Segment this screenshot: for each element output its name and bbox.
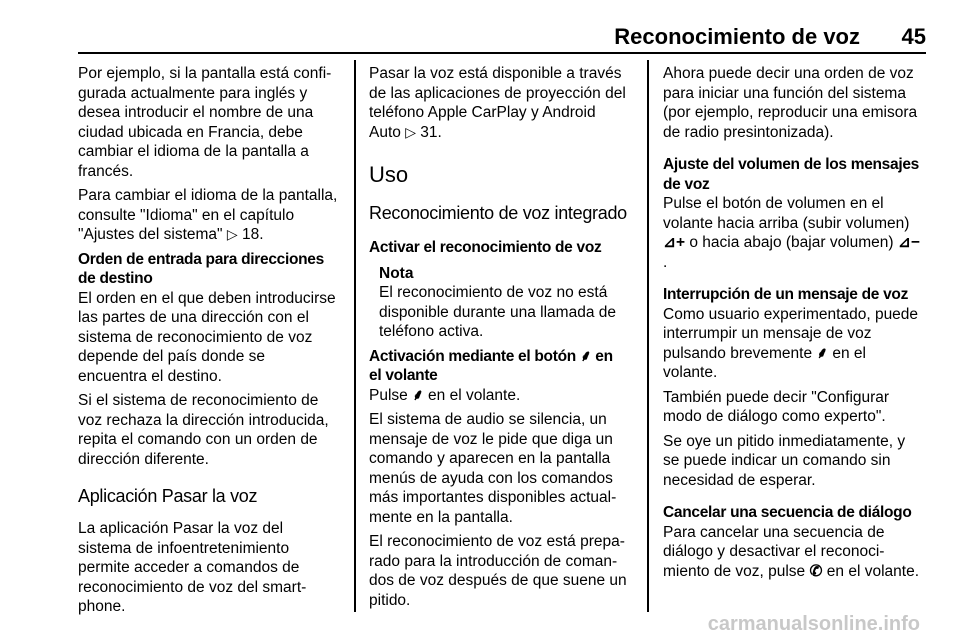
paragraph: La aplicación Pasar la voz del sistema de infoentretenimiento permite acceder a comandos de reconocimiento de voz del smart-phone.: [78, 520, 307, 615]
column-1: [78, 64, 338, 622]
paragraph: También puede decir "Configurar modo de diálogo como experto".: [663, 388, 890, 425]
paragraph: Por ejemplo, si la pantalla está confi-gurada actualmente para inglés y desea introducir el nombre de una ciudad ubicada en Francia, debe cambiar el idioma de la pantalla a francés.: [78, 65, 332, 180]
phone-icon: ✆: [809, 562, 823, 580]
note-box: [379, 264, 629, 342]
voice-control-icon: ⸙: [579, 347, 592, 365]
subheading: Activar el reconocimiento de voz: [369, 239, 602, 256]
paragraph: Si el sistema de reconocimiento de voz rechaza la dirección introducida, repita el comando con un orden de dirección diferente.: [78, 392, 329, 468]
section-heading: Aplicación Pasar la voz: [78, 486, 258, 506]
paragraph: Para cambiar el idioma de la pantalla, consulte "Idioma" en el capítulo "Ajustes del sistema" ▷ 18.: [78, 187, 338, 243]
page-title: Reconocimiento de voz: [614, 24, 860, 49]
watermark: carmanualsonline.info: [707, 613, 920, 635]
subheading: Cancelar una secuencia de diálogo: [663, 504, 912, 521]
volume-up-icon: ⊿+: [663, 234, 686, 251]
page-header: [78, 24, 926, 52]
voice-control-icon: ⸙: [412, 386, 424, 404]
page-number: 45: [901, 24, 926, 49]
column-2: [369, 64, 629, 615]
voice-control-icon: ⸙: [816, 344, 829, 362]
note-title: Nota: [379, 264, 414, 282]
volume-down-icon: ⊿−: [897, 234, 920, 251]
page-reference[interactable]: 31.: [420, 123, 442, 141]
column-divider: [354, 60, 356, 612]
column-3: [663, 64, 923, 586]
paragraph: Se oye un pitido inmediatamente, y se puede indicar un comando sin necesidad de esperar.: [663, 432, 906, 489]
subheading: Interrupción de un mensaje de voz: [663, 286, 909, 303]
paragraph: El orden en el que deben introducirse las partes de una dirección con el sistema de reconocimiento de voz depende del país donde se encuentra el destino.: [78, 289, 336, 385]
subheading: Activación mediante el botón ⸙ en el volante: [369, 347, 613, 384]
reference-arrow-icon: ▷: [226, 226, 238, 242]
note-text: El reconocimiento de voz no está disponible durante una llamada de teléfono activa.: [379, 284, 616, 340]
paragraph: Pasar la voz está disponible a través de las aplicaciones de proyección del teléfono Apple CarPlay y Android Auto ▷ 31.: [369, 65, 626, 141]
paragraph: Como usuario experimentado, puede interrumpir un mensaje de voz pulsando brevemente ⸙ en el volante.: [663, 305, 919, 381]
page-reference[interactable]: 18.: [241, 226, 264, 243]
header-rule: [78, 52, 926, 54]
chapter-heading: Uso: [369, 162, 409, 187]
paragraph: El reconocimiento de voz está prepa-rado para la introducción de coman-dos de voz después de que suene un pitido.: [369, 533, 627, 609]
section-heading: Reconocimiento de voz integrado: [369, 203, 627, 223]
column-divider: [647, 60, 649, 612]
paragraph: Pulse el botón de volumen en el volante hacia arriba (subir volumen) ⊿+ o hacia abajo (bajar volumen) ⊿−.: [663, 195, 920, 271]
paragraph: Pulse ⸙ en el volante.: [369, 386, 521, 404]
subheading: Orden de entrada para direcciones de destino: [78, 250, 324, 287]
paragraph: El sistema de audio se silencia, un mensaje de voz le pide que diga un comando y aparecen en la pantalla menús de ayuda con los comandos más importantes disponibles actual-mente en la pantalla.: [369, 411, 617, 526]
paragraph: Ahora puede decir una orden de voz para iniciar una función del sistema (por ejemplo, reproducir una emisora de radio presintonizada).: [663, 65, 918, 141]
paragraph: Para cancelar una secuencia de diálogo y desactivar el reconoci-miento de voz, pulse ✆ en el volante.: [663, 523, 920, 580]
subheading: Ajuste del volumen de los mensajes de voz: [663, 156, 919, 193]
reference-arrow-icon: ▷: [405, 123, 416, 140]
